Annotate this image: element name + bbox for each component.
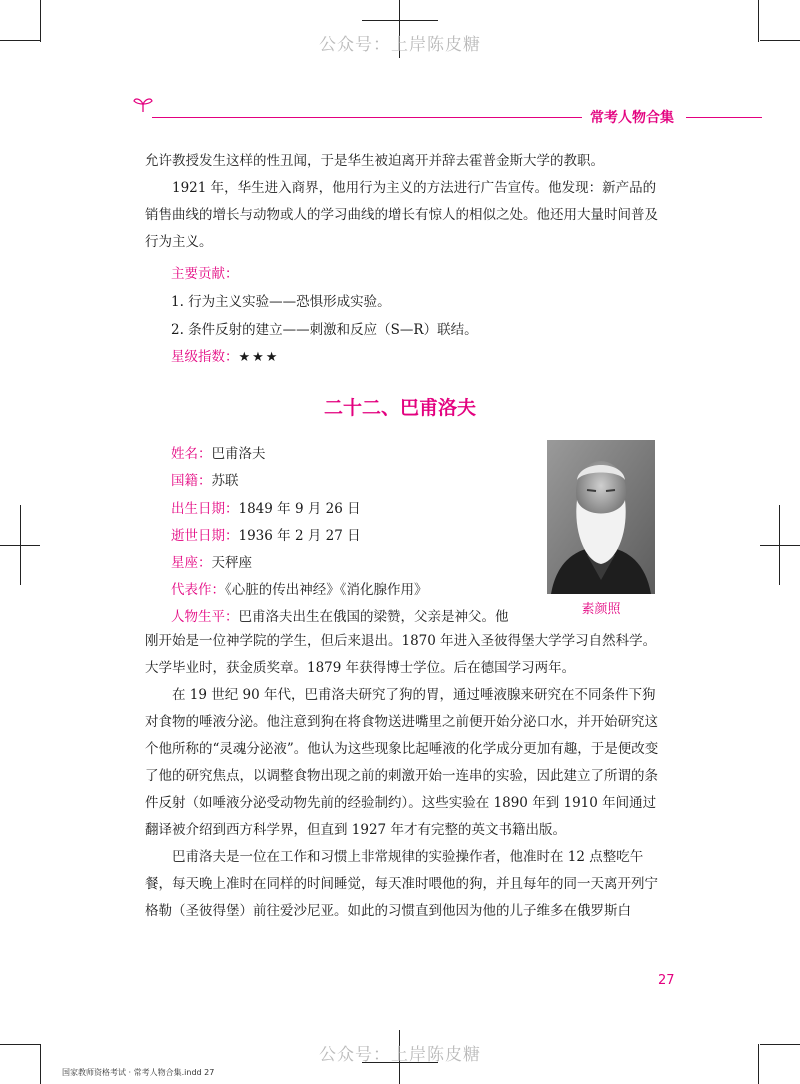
profile-death: 逝世日期：1936 年 2 月 27 日: [171, 528, 361, 544]
rating: [171, 345, 279, 365]
rating-label: 星级指数：: [171, 349, 239, 365]
intro-line: 1921 年，华生进入商界，他用行为主义的方法进行广告宣传。他发现：新产品的销售曲线的增长与动物或人的学习曲线的增长有惊人的相似之处。他还用大量时间普及行为主义。: [145, 180, 658, 250]
header-rule-right: [686, 117, 762, 118]
profile-works: 代表作：《心脏的传出神经》《消化腺作用》: [171, 582, 428, 598]
contrib-item: 1. 行为主义实验——恐惧形成实验。: [171, 294, 391, 310]
header-section-title: 常考人物合集: [590, 110, 674, 126]
intro-line: 允许教授发生这样的性丑闻，于是华生被迫离开并辞去霍普金斯大学的教职。: [145, 153, 604, 169]
watermark-top: 公众号：上岸陈皮糖: [319, 35, 481, 55]
print-footer: 国家教师资格考试 · 常考人物合集.indd 27: [62, 1068, 215, 1077]
profile-sign: 星座：天秤座: [171, 555, 252, 571]
body-paragraph: 巴甫洛夫是一位在工作和习惯上非常规律的实验操作者，他准时在 12 点整吃午餐，每天晚上准时在同样的时间睡觉，每天准时喂他的狗，并且每年的同一天离开列宁格勒（圣彼得堡）前往爱沙尼亚。如此的习惯直到他因为他的儿子维多在俄罗斯白: [145, 849, 658, 919]
profile-life: 人物生平：巴甫洛夫出生在俄国的梁赞，父亲是神父。他: [171, 609, 509, 625]
contrib-item: 2. 条件反射的建立——刺激和反应（S—R）联结。: [171, 322, 478, 338]
biography-text: [145, 628, 665, 925]
profile-birth: 出生日期：1849 年 9 月 26 日: [171, 501, 361, 517]
photo-caption: 素颜照: [581, 602, 621, 617]
contrib-label: 主要贡献：: [171, 266, 239, 282]
watermark-bottom: 公众号：上岸陈皮糖: [319, 1045, 481, 1065]
crop-mark: [0, 545, 40, 546]
header-rule-left: [152, 117, 582, 118]
sprout-icon: [132, 95, 154, 113]
portrait-photo: [547, 440, 655, 594]
intro-text: [145, 148, 665, 256]
body-paragraph: 在 19 世纪 90 年代，巴甫洛夫研究了狗的胃，通过唾液腺来研究在不同条件下狗对食物的唾液分泌。他注意到狗在将食物送进嘴里之前便开始分泌口水，并开始研究这个他所称的“灵魂分泌液”。他认为这些现象比起唾液的化学成分更加有趣，于是便改变了他的研究焦点，以调整食物出现之前的刺激开始一连串的实验，因此建立了所谓的条件反射（如唾液分泌受动物先前的经验制约）。这些实验在 1890 年到 1910 年间通过翻译被介绍到西方科学界，但直到 1927 年才有完整的英文书籍出版。: [145, 687, 659, 838]
profile-name: 姓名：巴甫洛夫: [171, 446, 266, 462]
profile-nation: 国籍：苏联: [171, 473, 239, 489]
page-number: 27: [658, 973, 675, 988]
crop-mark: [760, 545, 800, 546]
body-paragraph: 刚开始是一位神学院的学生，但后来退出。1870 年进入圣彼得堡大学学习自然科学。大学毕业时，获金质奖章。1879 年获得博士学位。后在德国学习两年。: [145, 633, 657, 676]
rating-stars: ★★★: [238, 350, 280, 365]
crop-mark: [362, 20, 438, 21]
chapter-title: 二十二、巴甫洛夫: [323, 397, 476, 419]
